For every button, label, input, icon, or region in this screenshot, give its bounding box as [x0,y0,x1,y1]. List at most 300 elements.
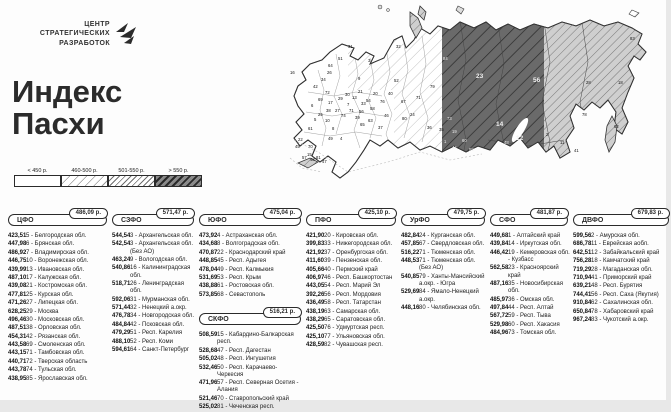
region-label: 28 - Магаданская обл. [591,266,653,273]
region-value: 443,05 [306,283,325,290]
region-label: 46 - Респ. Башкортостан [324,274,393,281]
district-header-ДВФО [573,210,669,227]
map-region-number-10: 10 [325,118,330,123]
region-value: 505,02 [199,356,218,363]
map-region-number-79: 79 [430,84,435,89]
region-row [112,265,196,279]
region-row [112,233,196,240]
region-value: 470,87 [199,249,218,256]
region-value: 650,84 [573,308,592,315]
region-value: 525,02 [199,404,218,411]
district-abbr: СЗФО [112,214,194,226]
region-row [306,300,398,307]
map-region-number-56: 56 [359,109,364,114]
region-row [112,347,196,354]
region-row [8,250,109,257]
region-row [8,350,109,357]
region-value: 443,78 [8,367,27,374]
region-value: 485,97 [490,296,509,303]
map-region-number-8: 8 [332,126,335,131]
region-row [8,283,109,290]
region-value: 573,85 [199,291,218,298]
region-row [112,297,196,304]
region-value: 540,85 [401,273,420,280]
district-abbr: ПФО [306,214,396,226]
legend-row [14,168,202,187]
map-region-number-40: 40 [388,91,393,96]
district-abbr: ДВФО [573,214,669,226]
region-label: 79 - Ханты-Мансийский а.окр. - Югра [419,273,485,287]
map-region-number-27: 27 [335,108,340,113]
region-label: 74 - Тульская обл. [26,367,77,374]
region-row [199,365,303,379]
map-region-number-71: 71 [349,108,354,113]
wrangel-island [629,10,639,17]
region-label: 85 - Ярославская обл. [26,375,88,382]
map-region-number-56: 56 [533,77,541,84]
region-value: 405,66 [306,266,325,273]
map-region-number-65: 65 [360,122,365,127]
region-label: 48 - Респ. Бурятия [591,283,643,290]
district-header-СФО [490,210,568,227]
region-row [306,250,398,257]
region-row [199,258,303,265]
map-region-number-21: 21 [358,89,363,94]
legend-swatch [14,175,61,187]
region-value: 599,56 [573,233,592,239]
region-value: 497,84 [490,304,509,311]
region-row [401,250,487,257]
district-column-4 [401,207,487,412]
region-label: 84 - Ямало-Ненецкий а.окр. [419,289,479,303]
region-label: 23 - Красноярский край [508,265,559,279]
map-region-number-76: 76 [380,99,385,104]
region-row [573,300,671,307]
region-row [490,322,570,329]
region-value: 478,04 [199,266,218,273]
district-average: 516,21 р. [263,307,302,318]
title-line-1: Индекс [12,74,123,109]
region-row [490,250,570,264]
region-value: 423,51 [8,233,27,239]
region-label: 3 - Архангельская обл. [130,233,194,239]
region-row [199,404,303,411]
region-label: 73 - Томская обл. [508,330,557,337]
district-average: 571,47 р. [156,208,195,219]
district-average: 425,10 р. [358,208,397,219]
region-label: 60 - Респ. Хакасия [508,321,560,328]
region-value: 471,26 [8,300,27,307]
region-row [199,283,303,290]
novaya-zemlya-north [418,6,426,20]
zone-siberia-dark [442,14,546,174]
region-label: 25 - Курская обл. [26,291,74,298]
map-region-number-78: 78 [582,112,587,117]
map-region-number-54: 54 [366,98,371,103]
page-title [12,76,122,139]
region-label: 19 - Кемеровская обл. - Кузбасс [508,249,570,263]
region-value: 531,69 [199,274,218,281]
region-label: 80 - Челябинская обл. [419,304,481,311]
region-row [8,267,109,274]
region-label: 12 - Забайкальский край [591,249,660,256]
map-region-number-1: 1 [444,139,447,144]
region-value: 710,94 [573,274,592,281]
region-row [306,325,398,332]
region-label: 1 - Алтайский край [508,233,561,239]
region-label: 81 - Чеченская респ. [217,404,275,411]
map-region-number-16: 16 [290,70,295,75]
region-value: 436,49 [306,300,325,307]
region-label: 71 - Тюменская обл. [419,249,476,256]
region-row [199,292,303,299]
region-value: 484,96 [490,330,509,337]
region-row [490,297,570,304]
map-region-number-73: 73 [447,116,452,121]
map-region-number-35: 35 [439,127,444,132]
region-label: 26 - Ленинградская обл. [130,280,184,295]
region-label: 3 - Архангельская обл. (Без АО) [130,241,194,255]
legend [14,168,202,187]
region-label: 61 - Ростовская обл. [217,283,274,290]
region-label: 16 - Калининградская обл. [130,265,191,279]
region-label: 14 - Иркутская обл. [508,241,562,248]
map-region-number-64: 64 [328,63,333,68]
region-value: 562,58 [490,265,509,272]
region-value: 487,10 [8,274,27,281]
region-value: 443,58 [8,342,27,349]
region-value: 571,44 [112,304,131,311]
region-row [573,258,671,265]
region-row [8,359,109,366]
region-value: 439,99 [8,266,27,273]
region-label: 21 - Костромская обл. [26,283,88,290]
region-value: 447,98 [8,241,27,248]
region-label: 52 - Респ. Коми [130,338,173,345]
region-value: 438,88 [199,283,218,290]
region-value: 440,71 [8,358,27,365]
region-value: 434,68 [199,241,218,248]
region-label: 47 - Респ. Дагестан [217,347,271,354]
districts [8,207,662,412]
region-value: 439,84 [490,241,509,248]
region-label: 13 - Ивановская обл. [26,266,85,273]
region-value: 486,92 [8,249,27,256]
region-label: 15 - Кабардино-Балкарская респ. [217,332,294,346]
map-region-number-46: 46 [384,113,389,118]
region-label: 37 - Оренбургская обл. [324,249,388,256]
region-label: 49 - Респ. Калмыкия [217,266,274,273]
map-region-number-24: 24 [410,112,415,117]
map-region-number-48: 48 [504,140,509,145]
region-label: 64 - Санкт-Петербург [130,346,190,353]
region-value: 529,98 [490,321,509,328]
map-region-number-13: 13 [352,95,357,100]
region-value: 528,68 [199,347,218,354]
legend-label: > 550 р. [168,168,189,174]
region-value: 496,46 [8,316,27,323]
map-region-number-25: 25 [318,112,323,117]
region-label: 18 - Камчатский край [591,258,650,265]
region-value: 516,22 [401,249,420,256]
region-value: 425,10 [306,333,325,340]
franz-josef-land [378,5,382,9]
region-value: 457,85 [401,241,420,248]
district-abbr: УрФО [401,214,485,226]
region-row [490,233,570,240]
region-label: 67 - Свердловская обл. [419,241,485,248]
district-column-2 [199,207,303,412]
region-value: 449,68 [490,233,509,239]
region-row [199,332,303,346]
csr-logo [10,20,140,48]
map-region-number-23: 23 [476,73,484,80]
region-row [490,281,570,295]
region-row [490,265,570,279]
map-region-number-17: 17 [328,100,333,105]
region-label: 41 - Приморский край [591,274,652,281]
region-value: 438,19 [306,308,325,315]
region-label: 68 - Севастополь [217,291,266,298]
region-row [306,241,398,248]
region-row [306,258,398,265]
region-value: 744,41 [573,291,592,298]
map-region-number-26: 26 [327,70,332,75]
region-label: 44 - Респ. Алтай [508,304,554,311]
region-label: 30 - Московская обл. [26,316,85,323]
map-region-number-42: 42 [313,84,318,89]
region-value: 446,75 [8,258,27,265]
region-label: 29 - Москва [26,308,59,315]
region-value: 508,59 [199,332,218,339]
region-row [573,292,671,299]
map-region-number-14: 14 [496,121,504,128]
region-value: 719,29 [573,266,592,273]
legend-item-0 [14,168,61,187]
logo-line-3: РАЗРАБОТОК [59,39,110,47]
district-average: 481,87 р. [530,208,569,219]
region-value: 438,29 [306,316,325,323]
region-value: 542,54 [112,241,131,248]
region-value: 756,28 [573,258,592,265]
region-value: 463,24 [112,256,131,263]
region-row [306,292,398,299]
map-region-number-37: 37 [378,125,383,130]
map-region-number-81: 81 [316,155,321,160]
section-gap [199,300,303,306]
severnaya-zemlya [456,6,464,14]
region-row [306,233,398,240]
map-region-number-80: 80 [402,116,407,121]
region-value: 532,46 [199,364,218,371]
district-abbr: СФО [490,214,568,226]
region-row [490,241,570,248]
region-row [490,330,570,337]
region-row [306,334,398,341]
map-region-number-11: 11 [560,140,565,145]
region-value: 471,96 [199,380,218,387]
region-value: 473,92 [199,233,218,239]
map-region-number-12: 12 [516,135,524,142]
region-value: 439,08 [8,283,27,290]
district-header-ЦФО [8,210,107,227]
region-row [401,289,487,303]
region-value: 488,10 [112,338,131,345]
region-label: 69 - Смоленская обл. [26,342,86,349]
region-value: 594,61 [112,346,131,353]
region-value: 484,84 [112,321,131,328]
region-label: 38 - Орловская обл. [26,325,82,332]
region-row [8,317,109,324]
region-row [573,309,671,316]
region-row [8,275,109,282]
district-header-СЗФО [112,210,194,227]
zone-fareast-med [544,14,656,174]
region-row [573,317,671,324]
region-label: 71 - Тюменская обл. (Без АО) [419,258,476,272]
region-label: 42 - Рязанская обл. [26,333,81,340]
region-value: 521,46 [199,395,218,402]
district-average: 479,75 р. [447,208,486,219]
map-region-number-15: 15 [307,152,312,157]
region-label: 36 - Омская обл. [508,296,555,303]
region-value: 392,26 [306,291,325,298]
region-row [306,309,398,316]
map-region-number-28: 28 [586,80,591,85]
region-row [199,356,303,363]
region-value: 421,90 [306,233,325,239]
region-label: 24 - Курганская обл. [419,233,476,239]
region-label: 31 - Мурманская обл. [130,296,190,303]
map-region-number-61: 61 [308,126,313,131]
region-value: 529,69 [401,289,420,296]
map-region-number-70: 70 [308,144,313,149]
map-region-number-84: 84 [443,56,448,61]
region-value: 448,53 [401,258,420,265]
region-label: 78 - Хабаровский край [591,308,654,315]
region-label: 27 - Липецкая обл. [26,300,78,307]
region-label: 59 - Респ. Тыва [508,313,551,320]
region-label: 4 - Астраханская обл. [217,233,278,239]
region-value: 454,31 [8,333,27,340]
region-row [8,334,109,341]
region-value: 487,51 [8,325,27,332]
region-label: 54 - Респ. Марий Эл [324,283,381,290]
region-label: 71 - Тамбовская обл. [26,350,85,357]
legend-label: < 450 р. [27,168,48,174]
district-header-УрФО [401,210,485,227]
district-column-5 [490,207,570,412]
region-row [112,305,196,312]
region-label: 40 - Пермский край [324,266,378,273]
region-row [199,380,303,394]
region-row [401,233,487,240]
region-row [8,342,109,349]
region-value: 910,84 [573,300,592,307]
region-label: 32 - Ненецкий а.окр. [130,304,187,311]
district-abbr: СКФО [199,313,301,325]
map-region-number-6: 6 [311,103,314,108]
region-value: 425,50 [306,325,325,332]
region-value: 428,59 [306,342,325,349]
map-region-number-3: 3 [368,58,371,63]
region-label: 77 - Ульяновская обл. [324,333,385,340]
region-row [401,258,487,272]
region-row [573,267,671,274]
region-label: 6 - Брянская обл. [26,241,75,248]
map-region-number-19: 19 [452,129,457,134]
region-label: 34 - Новгородская обл. [130,313,194,320]
legend-swatch [155,175,202,187]
csr-logo-text [10,20,110,48]
region-value: 448,85 [199,258,218,265]
region-label: 33 - Нижегородская обл. [324,241,393,248]
region-row [306,283,398,290]
region-row [8,367,109,374]
map-region-number-67: 67 [401,99,406,104]
map-region-number-5: 5 [314,117,317,122]
legend-item-2 [108,168,155,187]
region-row [8,309,109,316]
region-value: 443,15 [8,350,27,357]
region-value: 406,97 [306,274,325,281]
region-row [8,292,109,299]
region-row [306,317,398,324]
region-label: 56 - Респ. Саха (Якутия) [591,291,659,298]
map-region-number-4: 4 [340,136,343,141]
district-column-0 [8,207,109,412]
map-region-number-22: 22 [298,137,303,142]
map-region-number-31: 31 [348,44,353,49]
csr-arrow-logo-icon [114,21,140,47]
region-row [112,257,196,264]
region-label: 7 - Владимирская обл. [26,249,89,256]
region-label: 56 - Респ. Мордовия [324,291,381,298]
map-region-number-39: 39 [355,115,360,120]
region-row [401,241,487,248]
crimea [298,158,318,168]
region-value: 592,06 [112,296,131,303]
map-region-number-62: 62 [614,124,619,129]
region-row [8,325,109,332]
map-region-number-51: 51 [338,56,343,61]
region-value: 686,78 [573,241,592,248]
region-value: 544,54 [112,233,131,239]
region-row [199,241,303,248]
region-row [199,275,303,282]
map-region-number-9: 9 [358,76,361,81]
region-row [401,305,487,312]
region-row [8,241,109,248]
map-region-number-72: 72 [325,90,330,95]
logo-line-2: СТРАТЕГИЧЕСКИХ [39,30,110,38]
region-label: 72 - Тверская область [26,358,88,365]
district-column-6 [573,207,671,412]
map-region-number-49: 49 [328,136,333,141]
map-region-number-74: 74 [341,113,346,118]
legend-item-3 [155,168,202,187]
region-value: 446,42 [490,249,509,256]
legend-label: 460-500 р. [71,168,98,174]
region-label: 17 - Калужская обл. [26,274,82,281]
region-label: 83 - Чукотский а.окр. [591,316,649,323]
map-region-number-7: 7 [347,102,350,107]
region-label: 51 - Респ. Карелия [130,330,183,337]
map-region-number-63: 63 [368,118,373,123]
map-region-number-59: 59 [469,147,474,152]
map-region-number-71: 71 [416,95,421,100]
legend-swatch [61,175,108,187]
